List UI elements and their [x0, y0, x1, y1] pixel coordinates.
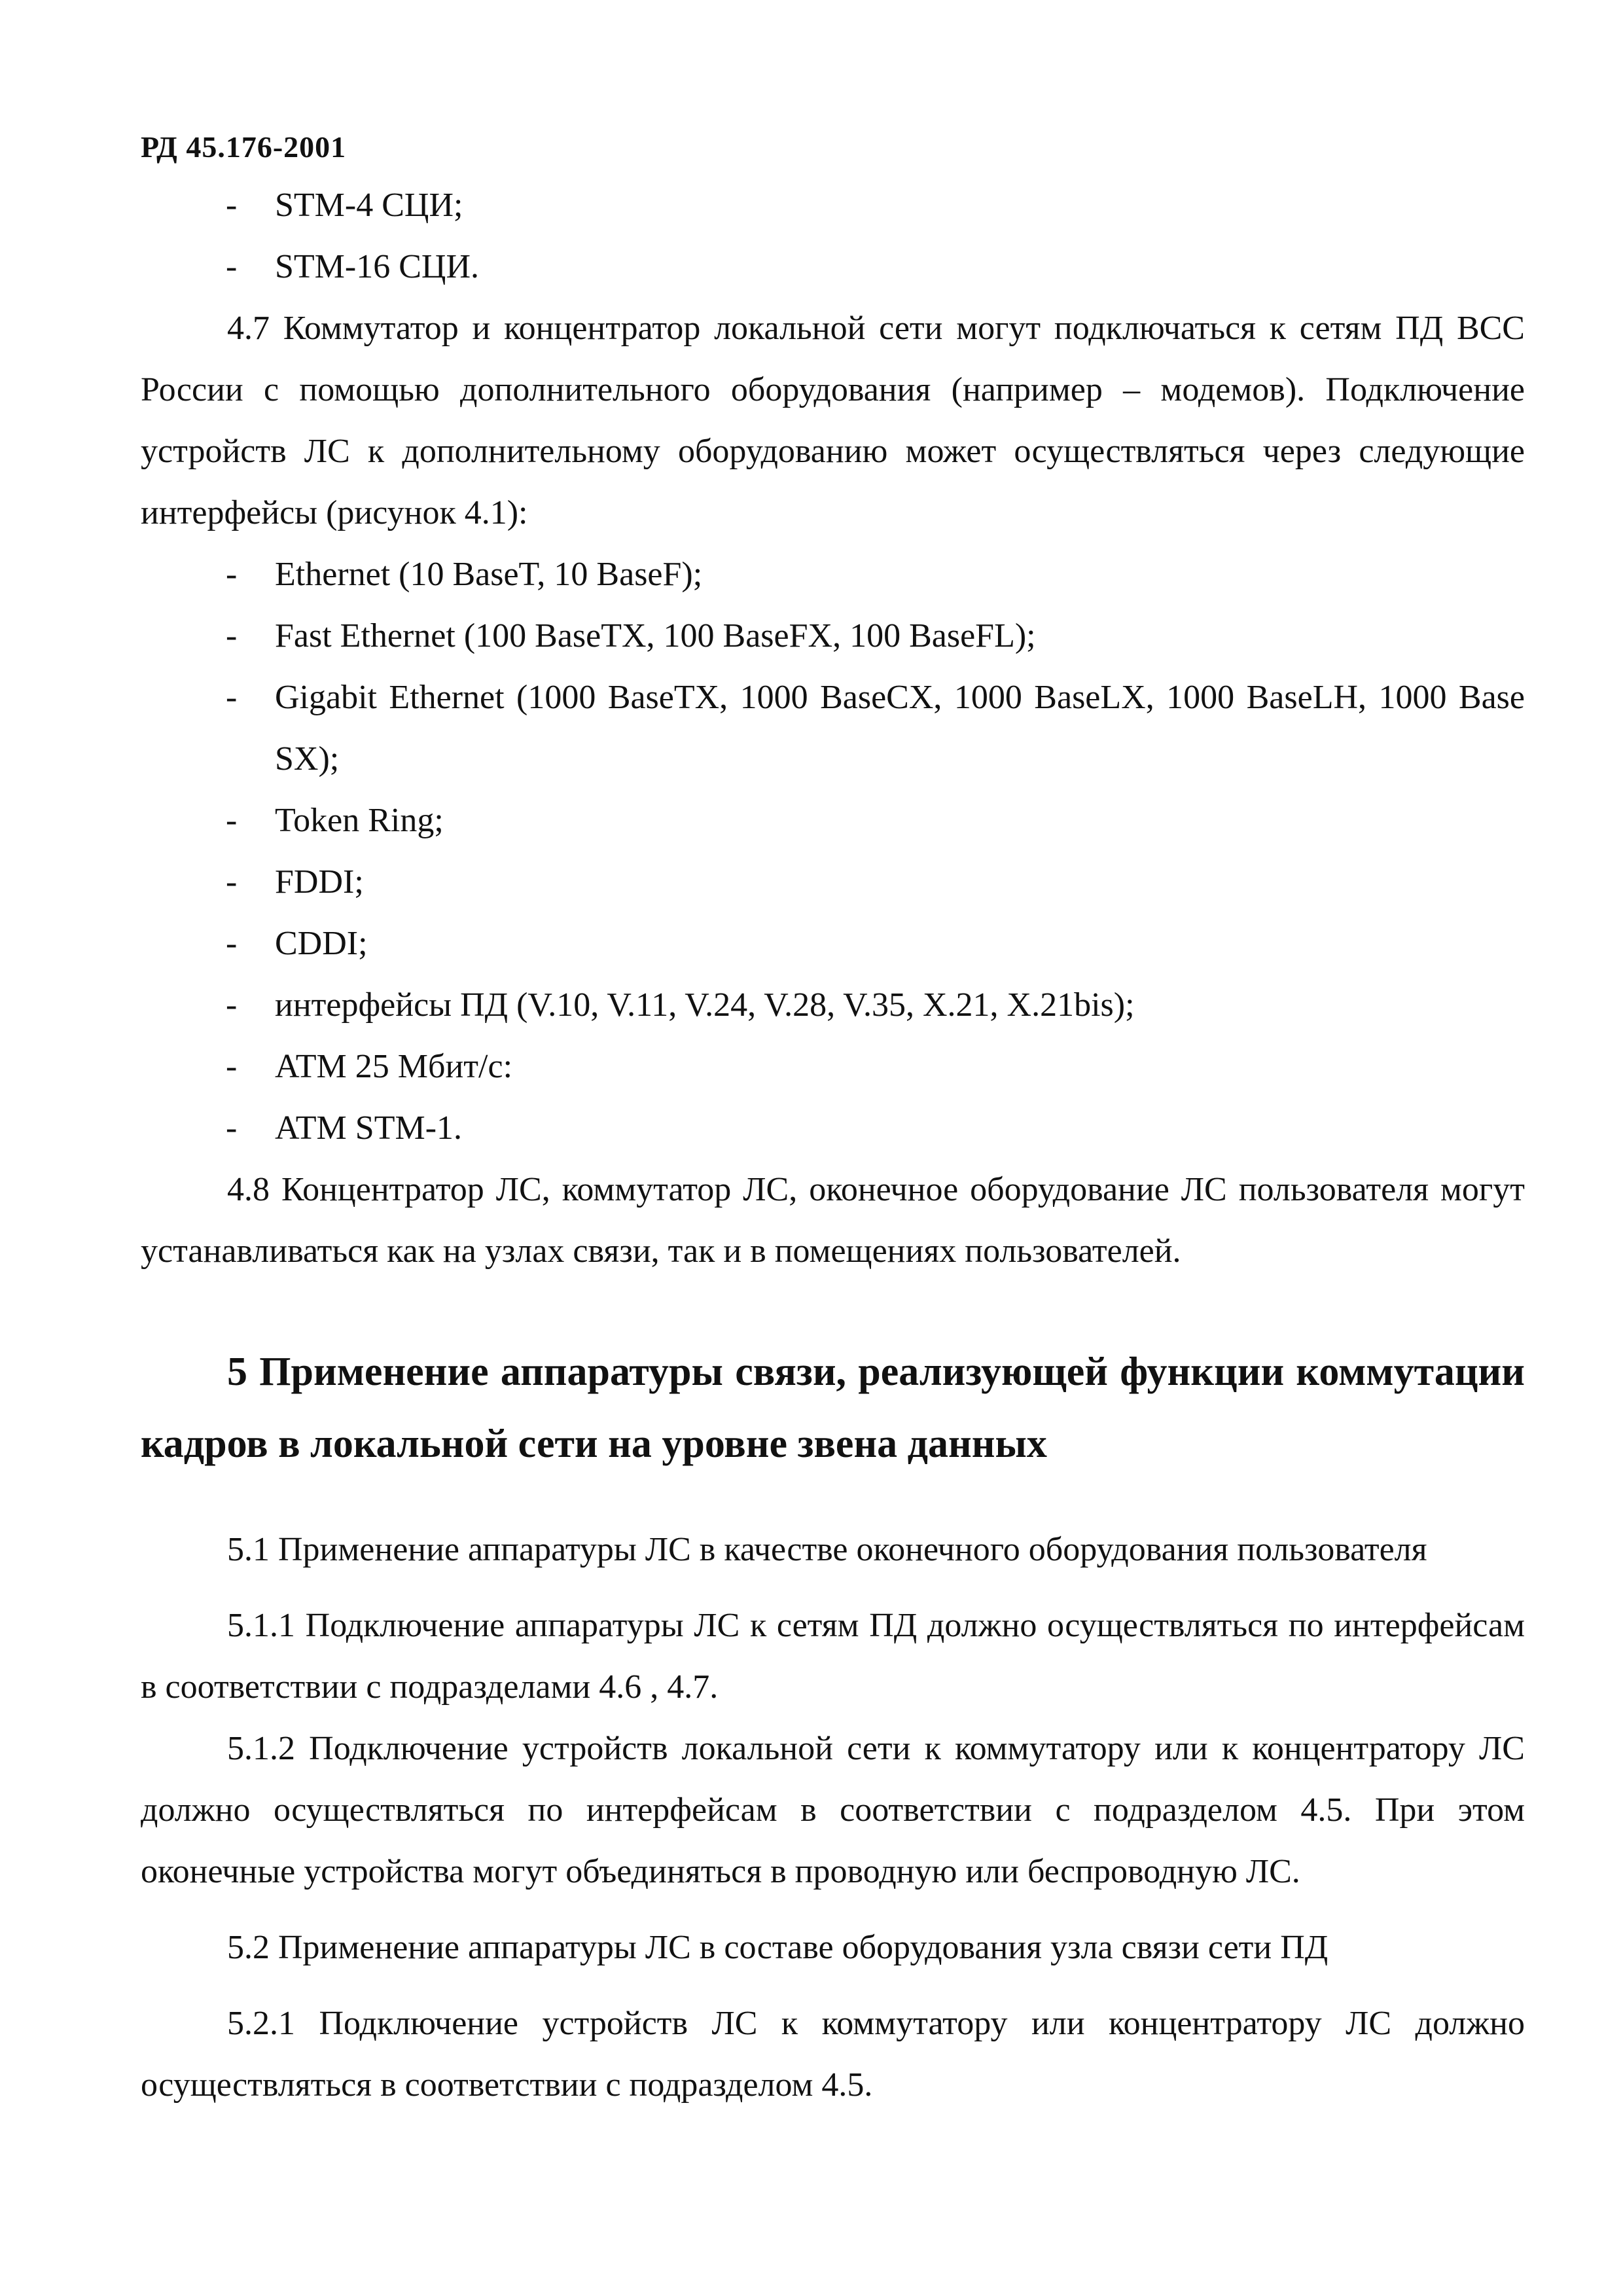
paragraph-5-1: 5.1 Применение аппаратуры ЛС в качестве оконечного оборудования пользователя [227, 1531, 1427, 1568]
list-item: - Ethernet (10 BaseT, 10 BaseF); [141, 544, 1525, 605]
list-dash: - [226, 679, 238, 716]
list-item: - CDDI; [141, 913, 1525, 975]
paragraph-4-8: 4.8 Концентратор ЛС, коммутатор ЛС, оконечное оборудование ЛС пользователя могут устанавливаться как на узлах связи, так и в помещениях пользователей. [141, 1171, 1525, 1270]
list-item: - STM-4 СЦИ; [141, 175, 1525, 236]
list-dash: - [226, 986, 238, 1024]
list-dash: - [226, 802, 238, 839]
stm-list [141, 175, 1525, 298]
list-item: - ATM STM-1. [141, 1098, 1525, 1159]
paragraph-5-2-1: 5.2.1 Подключение устройств ЛС к коммутатору или концентратору ЛС должно осуществляться в соответствии с подразделом 4.5. [141, 2005, 1525, 2104]
list-dash: - [226, 1109, 238, 1147]
paragraph-5-1-1: 5.1.1 Подключение аппаратуры ЛС к сетям ПД должно осуществляться по интерфейсам в соответствии с подразделами 4.6 , 4.7. [141, 1607, 1525, 1706]
list-item: - ATM 25 Мбит/с: [141, 1036, 1525, 1098]
list-dash: - [226, 925, 238, 962]
list-item: - FDDI; [141, 852, 1525, 913]
paragraph-5-1-2: 5.1.2 Подключение устройств локальной сети к коммутатору или к концентратору ЛС должно осуществляться по интерфейсам в соответствии с подразделом 4.5. При этом оконечные устройства могут объединяться в проводную или беспроводную ЛС. [141, 1730, 1525, 1890]
list-item: - Gigabit Ethernet (1000 BaseTX, 1000 BaseCX, 1000 BaseLX, 1000 BaseLH, 1000 Base SX); [141, 667, 1525, 790]
list-item: - Fast Ethernet (100 BaseTX, 100 BaseFX, 100 BaseFL); [141, 605, 1525, 667]
list-dash: - [226, 617, 238, 655]
list-item: - STM-16 СЦИ. [141, 236, 1525, 298]
list-item: - Token Ring; [141, 790, 1525, 852]
list-dash: - [226, 248, 238, 285]
section-5-heading: 5 Применение аппаратуры связи, реализующей функции коммутации кадров в локальной сети на уровне звена данных [141, 1350, 1525, 1466]
list-dash: - [226, 556, 238, 593]
paragraph-5-2: 5.2 Применение аппаратуры ЛС в составе оборудования узла связи сети ПД [227, 1929, 1329, 1966]
list-dash: - [226, 863, 238, 901]
list-dash: - [226, 187, 238, 224]
paragraph-4-7: 4.7 Коммутатор и концентратор локальной сети могут подключаться к сетям ПД ВСС России с помощью дополнительного оборудования (например – модемов). Подключение устройств ЛС к дополнительному оборудованию может осуществляться через следующие интерфейсы (рисунок 4.1): [141, 310, 1525, 531]
list-dash: - [226, 1048, 238, 1085]
document-code: РД 45.176-2001 [141, 130, 347, 164]
interfaces-list [141, 544, 1525, 1159]
list-item: - интерфейсы ПД (V.10, V.11, V.24, V.28, V.35, X.21, X.21bis); [141, 975, 1525, 1036]
